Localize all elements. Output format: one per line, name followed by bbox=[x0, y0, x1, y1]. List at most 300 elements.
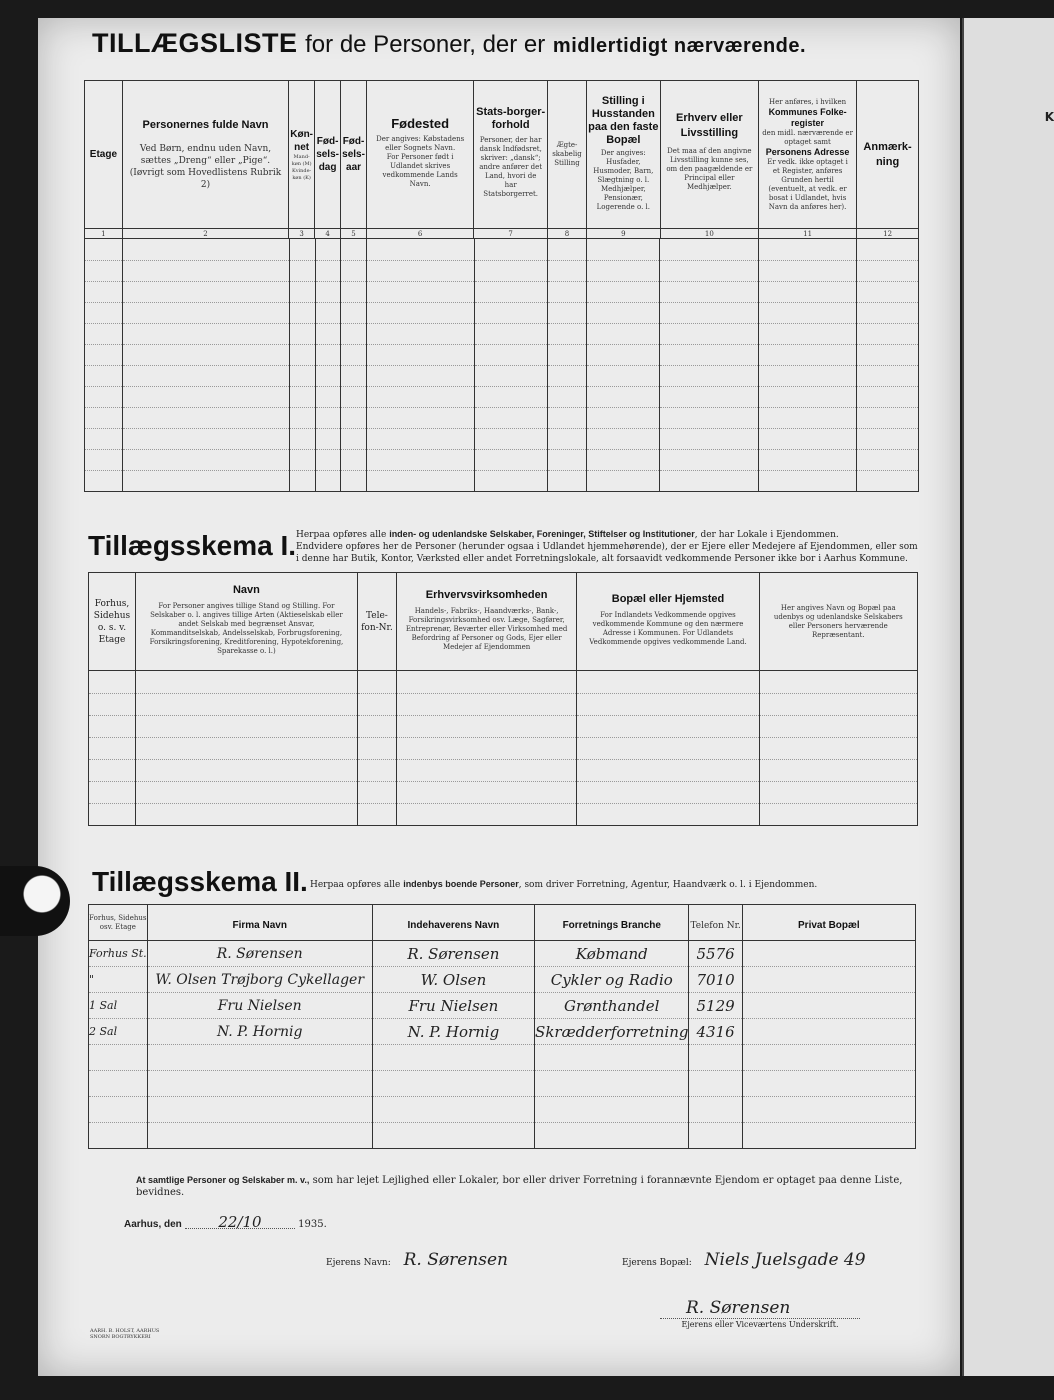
empty-cell bbox=[122, 323, 289, 344]
empty-cell bbox=[122, 281, 289, 302]
col11-head: Her anføres, i hvilken Kommunes Folke-register den midl. nærværende er optaget samt Personens Adresse Er vedk. ikke optaget i et Register, anføres Grunden hertil (eventuelt, at vedk. er bosat i Udlandet, hvis Navn da anføres her). bbox=[759, 81, 857, 229]
empty-cell bbox=[289, 302, 315, 323]
empty-cell bbox=[548, 386, 587, 407]
empty-cell bbox=[341, 449, 367, 470]
empty-cell bbox=[577, 759, 759, 781]
empty-cell bbox=[289, 470, 315, 491]
empty-cell bbox=[586, 365, 660, 386]
col-num: 12 bbox=[857, 229, 919, 239]
skema2-cell-bopael bbox=[742, 941, 915, 967]
empty-cell bbox=[758, 386, 856, 407]
skema2-cell-indehaver bbox=[372, 1045, 534, 1071]
empty-cell bbox=[586, 260, 660, 281]
skema2-table bbox=[88, 904, 916, 1149]
skema2-cell-indehaver: Fru Nielsen bbox=[372, 993, 534, 1019]
col-num: 11 bbox=[759, 229, 857, 239]
empty-cell bbox=[122, 407, 289, 428]
empty-cell bbox=[586, 344, 660, 365]
empty-cell bbox=[577, 693, 759, 715]
empty-cell bbox=[548, 470, 587, 491]
empty-cell bbox=[341, 323, 367, 344]
empty-cell bbox=[660, 428, 758, 449]
skema2-cell-branche bbox=[535, 1071, 689, 1097]
date-line: Aarhus, den 22/10 1935. bbox=[124, 1213, 327, 1231]
col8-head: Ægte-skabelig Stilling bbox=[548, 81, 587, 229]
empty-cell bbox=[548, 281, 587, 302]
skema2-cell-telefon bbox=[689, 1071, 742, 1097]
tillaegsliste-row bbox=[85, 344, 919, 365]
empty-cell bbox=[586, 386, 660, 407]
skema2-cell-indehaver: R. Sørensen bbox=[372, 941, 534, 967]
skema2-cell-etage bbox=[89, 1071, 148, 1097]
empty-cell bbox=[85, 365, 123, 386]
empty-cell bbox=[315, 470, 341, 491]
empty-cell bbox=[586, 323, 660, 344]
skema2-cell-etage: " bbox=[89, 967, 148, 993]
empty-cell bbox=[577, 715, 759, 737]
empty-cell bbox=[315, 344, 341, 365]
empty-cell bbox=[474, 365, 548, 386]
edge-letter: K bbox=[1044, 110, 1054, 124]
tillaegsliste-row bbox=[85, 239, 919, 260]
col5-head: Fød-sels-aar bbox=[341, 81, 367, 229]
empty-cell bbox=[85, 407, 123, 428]
skema1-row bbox=[89, 759, 918, 781]
col1-head: Etage bbox=[85, 81, 123, 229]
skema1-description: Herpaa opføres alle inden- og udenlandske Selskaber, Foreninger, Stiftelser og Institutioner, der har Lokale i Ejendommen. Endvidere opføres her de Personer (herunder ogsaa i Udlandet hjemmehørende), der er Ejere eller Medejere af Ejendommen, eller som i denne har Butik, Kontor, Værksted eller andet Forretningslokale, alt forsaavidt vedkommende Personer ikke bor i Aarhus Kommune. bbox=[296, 529, 918, 564]
empty-cell bbox=[122, 239, 289, 260]
empty-cell bbox=[367, 386, 474, 407]
empty-cell bbox=[367, 281, 474, 302]
signature-label: Ejerens eller Viceværtens Underskrift. bbox=[660, 1318, 860, 1331]
empty-cell bbox=[315, 428, 341, 449]
empty-cell bbox=[122, 365, 289, 386]
title-end: midlertidigt nærværende. bbox=[552, 35, 807, 57]
col-num: 7 bbox=[474, 229, 548, 239]
skema2-cell-firma bbox=[147, 1071, 372, 1097]
empty-cell bbox=[289, 323, 315, 344]
skema2-cell-etage: 2 Sal bbox=[89, 1019, 148, 1045]
empty-cell bbox=[660, 449, 758, 470]
empty-cell bbox=[474, 239, 548, 260]
col12-head: Anmærk-ning bbox=[857, 81, 919, 229]
col-num: 4 bbox=[315, 229, 341, 239]
skema2-row bbox=[89, 1019, 916, 1045]
date-handwritten: 22/10 bbox=[185, 1216, 295, 1229]
empty-cell bbox=[759, 803, 917, 825]
empty-cell bbox=[758, 260, 856, 281]
empty-cell bbox=[367, 470, 474, 491]
tillaegsliste-row bbox=[85, 302, 919, 323]
skema2-cell-indehaver: W. Olsen bbox=[372, 967, 534, 993]
empty-cell bbox=[135, 715, 357, 737]
skema1-title: Tillægsskema I. bbox=[88, 530, 297, 561]
empty-cell bbox=[474, 302, 548, 323]
empty-cell bbox=[548, 239, 587, 260]
empty-cell bbox=[586, 302, 660, 323]
col-num: 2 bbox=[122, 229, 288, 239]
empty-cell bbox=[135, 759, 357, 781]
empty-cell bbox=[396, 715, 576, 737]
empty-cell bbox=[758, 239, 856, 260]
skema2-row bbox=[89, 1097, 916, 1123]
col3-head: Køn-net Mand-køn (M) Kvinde-køn (K) bbox=[289, 81, 315, 229]
skema2-cell-branche: Købmand bbox=[535, 941, 689, 967]
empty-cell bbox=[660, 407, 758, 428]
empty-cell bbox=[135, 737, 357, 759]
empty-cell bbox=[341, 281, 367, 302]
empty-cell bbox=[315, 449, 341, 470]
empty-cell bbox=[474, 344, 548, 365]
empty-cell bbox=[660, 323, 758, 344]
skema2-cell-etage bbox=[89, 1097, 148, 1123]
empty-cell bbox=[758, 428, 856, 449]
tillaegsliste-row bbox=[85, 260, 919, 281]
skema2-row bbox=[89, 1123, 916, 1149]
empty-cell bbox=[548, 365, 587, 386]
skema1-body bbox=[88, 671, 918, 826]
skema2-cell-telefon: 4316 bbox=[689, 1019, 742, 1045]
empty-cell bbox=[857, 239, 919, 260]
empty-cell bbox=[474, 281, 548, 302]
s2-head-etage: Forhus, Sidehus osv. Etage bbox=[89, 905, 148, 941]
col4-head: Fød-sels-dag bbox=[315, 81, 341, 229]
skema2-cell-branche: Grønthandel bbox=[535, 993, 689, 1019]
empty-cell bbox=[367, 407, 474, 428]
skema2-cell-firma: Fru Nielsen bbox=[147, 993, 372, 1019]
skema2-cell-firma: N. P. Hornig bbox=[147, 1019, 372, 1045]
skema2-cell-etage: Forhus St. bbox=[89, 941, 148, 967]
col-num: 8 bbox=[548, 229, 587, 239]
tillaegsliste-body bbox=[84, 239, 919, 492]
skema2-cell-branche: Skrædderforretning bbox=[535, 1019, 689, 1045]
empty-cell bbox=[341, 470, 367, 491]
empty-cell bbox=[474, 386, 548, 407]
thumb-over-page bbox=[0, 866, 70, 936]
empty-cell bbox=[289, 260, 315, 281]
empty-cell bbox=[548, 302, 587, 323]
col7-head: Stats-borger-forhold Personer, der har dansk Indfødsret, skriver: „dansk“; andre anfører det Land, hvori de har Statsborgerret. bbox=[474, 81, 548, 229]
empty-cell bbox=[759, 759, 917, 781]
skema2-cell-bopael bbox=[742, 1097, 915, 1123]
footer-statement: At samtlige Personer og Selskaber m. v., som har lejet Lejlighed eller Lokaler, bor eller driver Forretning i forannævnte Ejendom er optaget paa denne Liste, bevidnes. bbox=[136, 1175, 903, 1198]
page-title bbox=[92, 28, 892, 59]
col6-head: Fødested Der angives: Købstadens eller Sognets Navn. For Personer født i Udlandet skrives vedkommende Lands Navn. bbox=[367, 81, 474, 229]
empty-cell bbox=[586, 407, 660, 428]
s2-head-firma: Firma Navn bbox=[147, 905, 372, 941]
title-bold: TILLÆGSLISTE bbox=[92, 28, 298, 58]
empty-cell bbox=[474, 260, 548, 281]
empty-cell bbox=[289, 281, 315, 302]
empty-cell bbox=[857, 407, 919, 428]
skema2-cell-indehaver: N. P. Hornig bbox=[372, 1019, 534, 1045]
empty-cell bbox=[660, 239, 758, 260]
empty-cell bbox=[85, 260, 123, 281]
col-num: 6 bbox=[367, 229, 474, 239]
skema2-cell-firma: R. Sørensen bbox=[147, 941, 372, 967]
empty-cell bbox=[758, 407, 856, 428]
empty-cell bbox=[358, 737, 397, 759]
skema2-cell-telefon bbox=[689, 1123, 742, 1149]
empty-cell bbox=[122, 260, 289, 281]
empty-cell bbox=[577, 781, 759, 803]
skema2-cell-etage bbox=[89, 1123, 148, 1149]
empty-cell bbox=[660, 365, 758, 386]
empty-cell bbox=[548, 407, 587, 428]
adjacent-page-edge bbox=[962, 18, 1054, 1376]
skema2-cell-branche bbox=[535, 1123, 689, 1149]
skema2-cell-indehaver bbox=[372, 1071, 534, 1097]
skema2-cell-firma: W. Olsen Trøjborg Cykellager bbox=[147, 967, 372, 993]
empty-cell bbox=[85, 281, 123, 302]
skema2-cell-etage bbox=[89, 1045, 148, 1071]
empty-cell bbox=[122, 386, 289, 407]
empty-cell bbox=[289, 365, 315, 386]
skema1-row bbox=[89, 671, 918, 693]
skema2-cell-telefon bbox=[689, 1045, 742, 1071]
empty-cell bbox=[89, 737, 136, 759]
empty-cell bbox=[122, 302, 289, 323]
empty-cell bbox=[85, 302, 123, 323]
title-mid: for de Personer, der er bbox=[305, 31, 546, 58]
empty-cell bbox=[758, 281, 856, 302]
skema1-row bbox=[89, 803, 918, 825]
col2-head: Personernes fulde Navn Ved Børn, endnu uden Navn, sættes „Dreng“ eller „Pige“. (Iøvrigt som Hovedlistens Rubrik 2) bbox=[122, 81, 288, 229]
empty-cell bbox=[89, 803, 136, 825]
empty-cell bbox=[341, 365, 367, 386]
empty-cell bbox=[586, 449, 660, 470]
col10-head: Erhverv eller Livsstilling Det maa af den angivne Livsstilling kunne ses, om den paagældende er Principal eller Medhjælper. bbox=[660, 81, 758, 229]
skema2-row bbox=[89, 941, 916, 967]
empty-cell bbox=[85, 239, 123, 260]
empty-cell bbox=[758, 302, 856, 323]
empty-cell bbox=[341, 239, 367, 260]
skema2-row bbox=[89, 993, 916, 1019]
tillaegsliste-row bbox=[85, 449, 919, 470]
skema1-table bbox=[88, 572, 918, 826]
empty-cell bbox=[358, 781, 397, 803]
col-num: 3 bbox=[289, 229, 315, 239]
empty-cell bbox=[122, 428, 289, 449]
skema2-cell-telefon: 5129 bbox=[689, 993, 742, 1019]
empty-cell bbox=[857, 281, 919, 302]
empty-cell bbox=[367, 344, 474, 365]
empty-cell bbox=[289, 407, 315, 428]
empty-cell bbox=[758, 344, 856, 365]
empty-cell bbox=[474, 323, 548, 344]
skema2-cell-indehaver bbox=[372, 1123, 534, 1149]
empty-cell bbox=[315, 407, 341, 428]
s2-head-indehaver: Indehaverens Navn bbox=[372, 905, 534, 941]
empty-cell bbox=[857, 260, 919, 281]
empty-cell bbox=[548, 428, 587, 449]
skema2-cell-branche: Cykler og Radio bbox=[535, 967, 689, 993]
empty-cell bbox=[122, 344, 289, 365]
skema2-description: Herpaa opføres alle indenbys boende Personer, som driver Forretning, Agentur, Haandværk o. l. i Ejendommen. bbox=[310, 879, 818, 890]
empty-cell bbox=[857, 365, 919, 386]
skema2-cell-bopael bbox=[742, 1123, 915, 1149]
col-num: 9 bbox=[586, 229, 660, 239]
skema2-cell-etage: 1 Sal bbox=[89, 993, 148, 1019]
empty-cell bbox=[586, 239, 660, 260]
skema2-cell-bopael bbox=[742, 1045, 915, 1071]
s1-col-bopael: Bopæl eller Hjemsted For Indlandets Vedkommende opgives vedkommende Kommune og den nærmere Adresse i Kommunen. For Udlandets Vedkommende opgives vedkommende Land. bbox=[577, 573, 759, 671]
skema2-title: Tillægsskema II. bbox=[92, 866, 308, 897]
skema2-cell-indehaver bbox=[372, 1097, 534, 1123]
skema2-row bbox=[89, 1045, 916, 1071]
empty-cell bbox=[315, 239, 341, 260]
s1-col-repraesentant: Her angives Navn og Bopæl paa udenbys og udenlandske Selskabers eller Personers herværende Repræsentant. bbox=[759, 573, 917, 671]
empty-cell bbox=[548, 323, 587, 344]
empty-cell bbox=[315, 302, 341, 323]
empty-cell bbox=[548, 344, 587, 365]
empty-cell bbox=[341, 344, 367, 365]
empty-cell bbox=[474, 428, 548, 449]
tillaegsliste-row bbox=[85, 281, 919, 302]
empty-cell bbox=[396, 693, 576, 715]
skema2-cell-branche bbox=[535, 1045, 689, 1071]
empty-cell bbox=[289, 344, 315, 365]
skema2-cell-firma bbox=[147, 1123, 372, 1149]
skema2-cell-bopael bbox=[742, 993, 915, 1019]
empty-cell bbox=[358, 715, 397, 737]
empty-cell bbox=[577, 671, 759, 693]
empty-cell bbox=[122, 470, 289, 491]
empty-cell bbox=[758, 449, 856, 470]
skema1-row bbox=[89, 781, 918, 803]
empty-cell bbox=[358, 671, 397, 693]
empty-cell bbox=[396, 737, 576, 759]
skema2-row bbox=[89, 967, 916, 993]
skema1-row bbox=[89, 715, 918, 737]
empty-cell bbox=[396, 803, 576, 825]
empty-cell bbox=[759, 693, 917, 715]
empty-cell bbox=[660, 386, 758, 407]
empty-cell bbox=[358, 803, 397, 825]
empty-cell bbox=[857, 428, 919, 449]
empty-cell bbox=[358, 693, 397, 715]
owner-name-handwritten: R. Sørensen bbox=[403, 1250, 508, 1270]
s2-head-branche: Forretnings Branche bbox=[535, 905, 689, 941]
empty-cell bbox=[660, 260, 758, 281]
empty-cell bbox=[315, 281, 341, 302]
empty-cell bbox=[89, 693, 136, 715]
empty-cell bbox=[758, 470, 856, 491]
empty-cell bbox=[315, 365, 341, 386]
empty-cell bbox=[548, 260, 587, 281]
s1-col-navn: Navn For Personer angives tillige Stand og Stilling. For Selskaber o. l. angives tillige Arten (Aktieselskab eller andet Selskab med begrænset Ansvar, Kommanditselskab, Andelsselskab, Forbrugsforening, Forsikringsforening, Kreditforening, Hypotekforening, Sparekasse o. l.) bbox=[135, 573, 357, 671]
empty-cell bbox=[396, 781, 576, 803]
empty-cell bbox=[577, 737, 759, 759]
signature-handwritten: R. Sørensen bbox=[686, 1298, 791, 1318]
empty-cell bbox=[122, 449, 289, 470]
empty-cell bbox=[135, 693, 357, 715]
empty-cell bbox=[474, 407, 548, 428]
col-num: 5 bbox=[341, 229, 367, 239]
empty-cell bbox=[341, 386, 367, 407]
owner-address-handwritten: Niels Juelsgade 49 bbox=[704, 1250, 866, 1270]
empty-cell bbox=[759, 781, 917, 803]
tillaegsliste-row bbox=[85, 365, 919, 386]
empty-cell bbox=[758, 365, 856, 386]
empty-cell bbox=[85, 344, 123, 365]
empty-cell bbox=[89, 715, 136, 737]
empty-cell bbox=[660, 470, 758, 491]
empty-cell bbox=[577, 803, 759, 825]
tillaegsliste-table bbox=[84, 80, 919, 492]
empty-cell bbox=[85, 323, 123, 344]
s1-col-etage: Forhus, Sidehus o. s. v. Etage bbox=[89, 573, 136, 671]
col-num: 1 bbox=[85, 229, 123, 239]
skema2-cell-telefon bbox=[689, 1097, 742, 1123]
empty-cell bbox=[341, 428, 367, 449]
empty-cell bbox=[660, 281, 758, 302]
empty-cell bbox=[315, 260, 341, 281]
empty-cell bbox=[289, 239, 315, 260]
empty-cell bbox=[341, 260, 367, 281]
skema2-cell-bopael bbox=[742, 1019, 915, 1045]
empty-cell bbox=[85, 428, 123, 449]
empty-cell bbox=[358, 759, 397, 781]
tillaegsliste-row bbox=[85, 428, 919, 449]
s2-head-telefon: Telefon Nr. bbox=[689, 905, 742, 941]
empty-cell bbox=[857, 323, 919, 344]
skema1-row bbox=[89, 693, 918, 715]
empty-cell bbox=[857, 344, 919, 365]
empty-cell bbox=[367, 239, 474, 260]
empty-cell bbox=[367, 323, 474, 344]
empty-cell bbox=[289, 449, 315, 470]
skema2-cell-telefon: 7010 bbox=[689, 967, 742, 993]
owner-address-line: Ejerens Bopæl: Niels Juelsgade 49 bbox=[622, 1250, 866, 1270]
empty-cell bbox=[367, 365, 474, 386]
s2-head-bopael: Privat Bopæl bbox=[742, 905, 915, 941]
empty-cell bbox=[85, 386, 123, 407]
empty-cell bbox=[396, 759, 576, 781]
empty-cell bbox=[857, 449, 919, 470]
empty-cell bbox=[85, 470, 123, 491]
s1-col-telefon: Tele-fon-Nr. bbox=[357, 573, 396, 671]
empty-cell bbox=[341, 407, 367, 428]
empty-cell bbox=[367, 260, 474, 281]
s1-col-erhverv: Erhvervsvirksomheden Handels-, Fabriks-, Haandværks-, Bank-, Forsikringsvirksomhed osv. Læge, Sagfører, Entreprenør, Beværter eller Virksomhed med Befordring af Personer og Gods, Ejer eller Medejer af Ejendommen bbox=[396, 573, 577, 671]
tillaegsliste-row bbox=[85, 386, 919, 407]
empty-cell bbox=[135, 803, 357, 825]
skema2-cell-firma bbox=[147, 1097, 372, 1123]
empty-cell bbox=[89, 781, 136, 803]
empty-cell bbox=[474, 470, 548, 491]
empty-cell bbox=[367, 449, 474, 470]
printer-mark: AARH. B. HOLST, AARHUS SNORN BOGTRYKKERI bbox=[90, 1328, 160, 1340]
skema2-cell-telefon: 5576 bbox=[689, 941, 742, 967]
owner-name-line: Ejerens Navn: R. Sørensen bbox=[326, 1254, 584, 1269]
empty-cell bbox=[660, 302, 758, 323]
skema2-cell-branche bbox=[535, 1097, 689, 1123]
tillaegsliste-row bbox=[85, 470, 919, 491]
empty-cell bbox=[857, 470, 919, 491]
empty-cell bbox=[586, 428, 660, 449]
empty-cell bbox=[759, 715, 917, 737]
empty-cell bbox=[759, 737, 917, 759]
empty-cell bbox=[367, 428, 474, 449]
empty-cell bbox=[341, 302, 367, 323]
empty-cell bbox=[89, 759, 136, 781]
empty-cell bbox=[758, 323, 856, 344]
empty-cell bbox=[586, 281, 660, 302]
empty-cell bbox=[474, 449, 548, 470]
empty-cell bbox=[135, 671, 357, 693]
empty-cell bbox=[289, 428, 315, 449]
